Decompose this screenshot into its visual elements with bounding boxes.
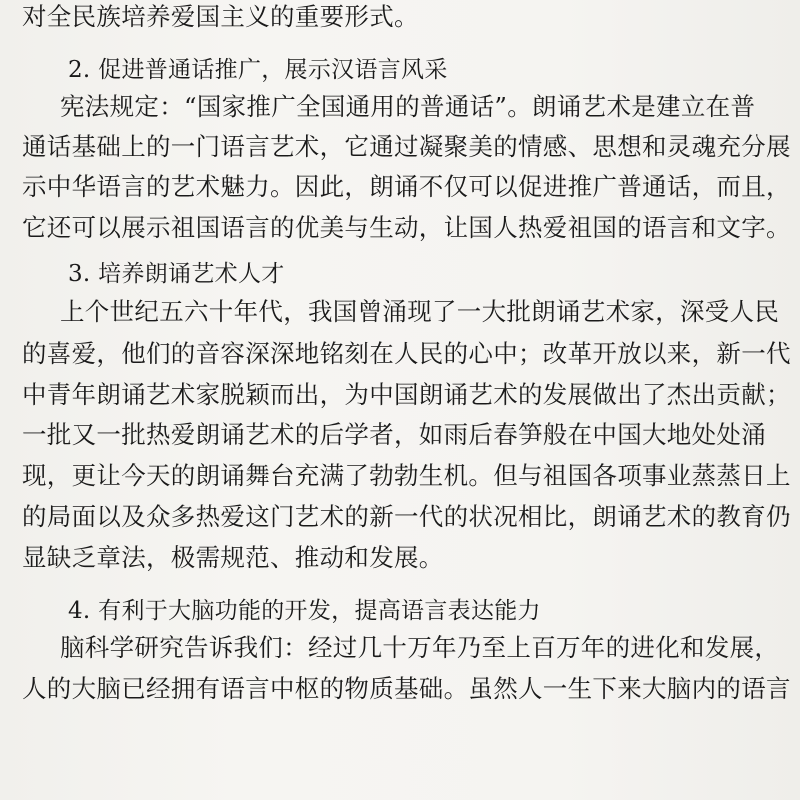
text-line: 人的大脑已经拥有语言中枢的物质基础。虽然人一生下来大脑内的语言 bbox=[22, 674, 791, 703]
text-line: 宪法规定：“国家推广全国通用的普通话”。朗诵艺术是建立在普 bbox=[60, 92, 756, 121]
text-line: 对全民族培养爱国主义的重要形式。 bbox=[22, 2, 419, 31]
text-line: 的喜爱，他们的音容深深地铭刻在人民的心中；改革开放以来，新一代 bbox=[22, 339, 791, 368]
text-line: 的局面以及众多热爱这门艺术的新一代的状况相比，朗诵艺术的教育仍 bbox=[22, 502, 791, 531]
text-line: 显缺乏章法，极需规范、推动和发展。 bbox=[22, 543, 444, 572]
text-line: 上个世纪五六十年代，我国曾涌现了一大批朗诵艺术家，深受人民 bbox=[60, 297, 780, 326]
text-line: 一批又一批热爱朗诵艺术的后学者，如雨后春笋般在中国大地处处涌 bbox=[22, 420, 766, 449]
text-line: 脑科学研究告诉我们：经过几十万年乃至上百万年的进化和发展， bbox=[60, 633, 780, 662]
section-heading: 2. 促进普通话推广，展示汉语言风采 bbox=[68, 57, 448, 83]
section-heading: 3. 培养朗诵艺术人才 bbox=[68, 261, 285, 287]
text-line: 现，更让今天的朗诵舞台充满了勃勃生机。但与祖国各项事业蒸蒸日上 bbox=[22, 461, 791, 490]
text-line: 示中华语言的艺术魅力。因此，朗诵不仅可以促进推广普通话，而且， bbox=[22, 172, 791, 201]
text-line: 它还可以展示祖国语言的优美与生动，让国人热爱祖国的语言和文字。 bbox=[22, 213, 791, 242]
section-heading: 4. 有利于大脑功能的开发，提高语言表达能力 bbox=[68, 598, 541, 624]
text-line: 中青年朗诵艺术家脱颖而出，为中国朗诵艺术的发展做出了杰出贡献； bbox=[22, 380, 791, 409]
text-line: 通话基础上的一门语言艺术，它通过凝聚美的情感、思想和灵魂充分展 bbox=[22, 132, 791, 161]
